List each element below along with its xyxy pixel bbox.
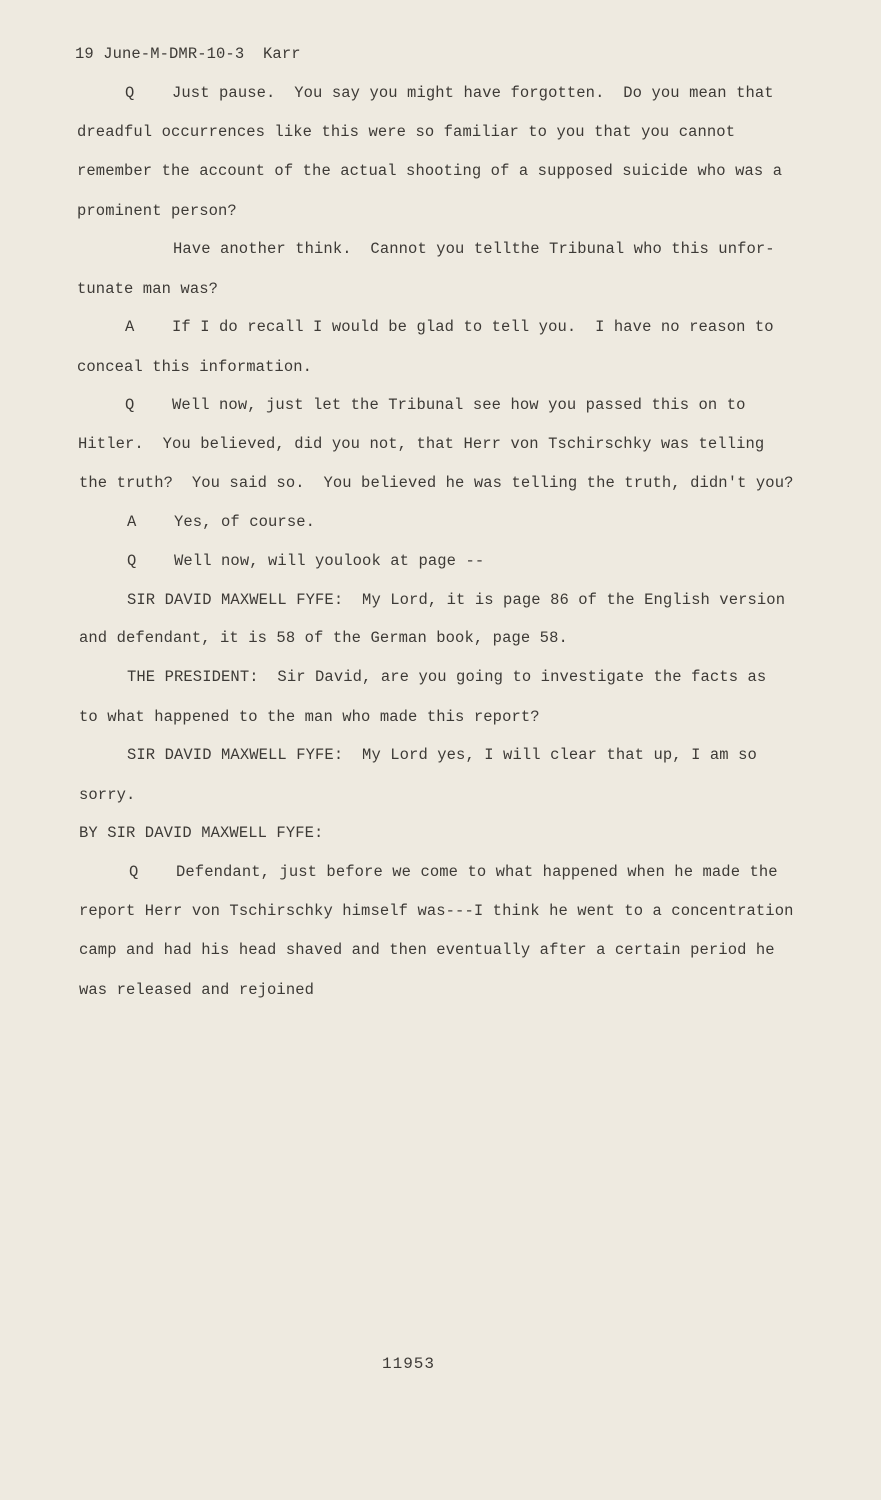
text-line: Q Well now, just let the Tribunal see how you passed this on to [125, 396, 746, 414]
text-line: SIR DAVID MAXWELL FYFE: My Lord yes, I will clear that up, I am so [127, 746, 757, 764]
text-line: Have another think. Cannot you tellthe Tribunal who this unfor- [173, 240, 775, 258]
text-line: SIR DAVID MAXWELL FYFE: My Lord, it is page 86 of the English version [127, 591, 786, 609]
text-line: remember the account of the actual shooting of a supposed suicide who was a [77, 162, 783, 180]
page-header-slug: 19 June-M-DMR-10-3 Karr [75, 45, 301, 63]
text-line: the truth? You said so. You believed he was telling the truth, didn't you? [79, 474, 794, 492]
text-line: to what happened to the man who made this report? [79, 708, 540, 726]
text-line: Q Well now, will youlook at page -- [127, 552, 485, 570]
text-line: camp and had his head shaved and then eventually after a certain period he [79, 941, 775, 959]
text-line: Hitler. You believed, did you not, that Herr von Tschirschky was telling [78, 435, 765, 453]
text-line: THE PRESIDENT: Sir David, are you going to investigate the facts as [127, 668, 767, 686]
text-line: Q Just pause. You say you might have forgotten. Do you mean that [125, 84, 774, 102]
text-line: Q Defendant, just before we come to what happened when he made the [129, 863, 778, 881]
page-number: 11953 [382, 1355, 436, 1373]
text-line: A If I do recall I would be glad to tell you. I have no reason to [125, 318, 774, 336]
text-line: sorry. [79, 786, 136, 804]
text-line: and defendant, it is 58 of the German book, page 58. [79, 629, 568, 647]
text-line: report Herr von Tschirschky himself was---I think he went to a concentration [79, 902, 794, 920]
text-line: was released and rejoined [79, 981, 315, 999]
text-line: prominent person? [77, 202, 237, 220]
text-line: A Yes, of course. [127, 513, 316, 531]
text-line: tunate man was? [77, 280, 219, 298]
text-line: dreadful occurrences like this were so familiar to you that you cannot [77, 123, 736, 141]
text-line: BY SIR DAVID MAXWELL FYFE: [79, 824, 324, 842]
text-line: conceal this information. [77, 358, 313, 376]
